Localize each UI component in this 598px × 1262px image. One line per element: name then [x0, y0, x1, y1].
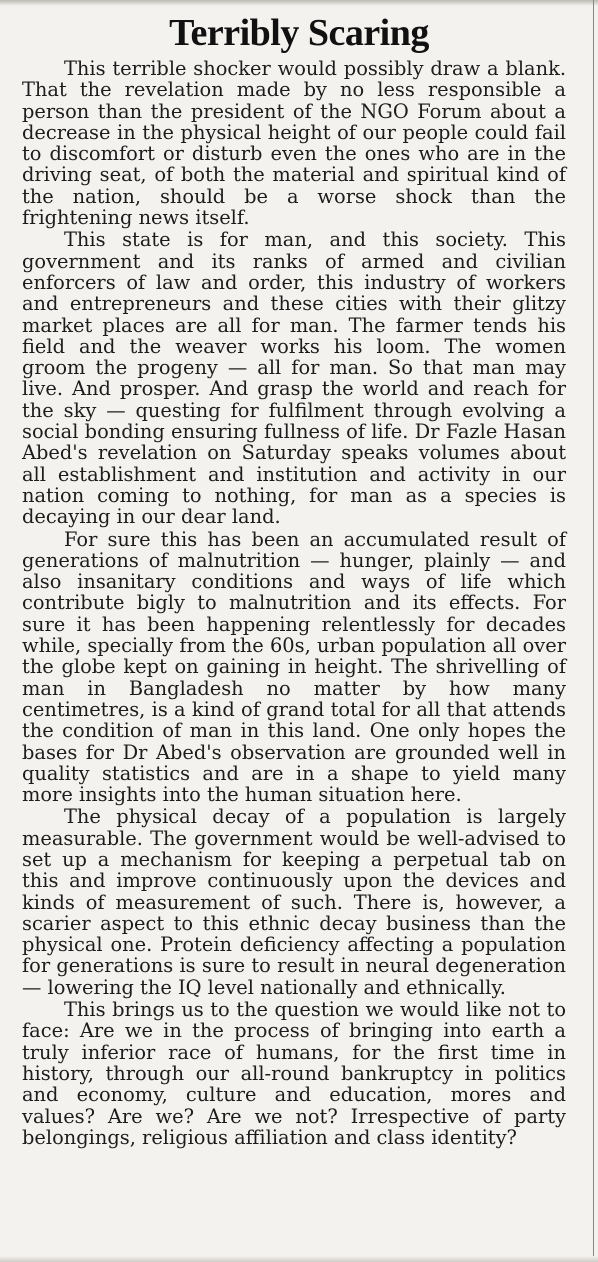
article-paragraph-2: This state is for man, and this society. This government and its ranks of armed and civilian enforcers of law and order, this industry of workers and entrepreneurs and these cities with their glitzy market places are all for man. The farmer tends his field and the weaver works his loom. The women groom the progeny — all for man. So that man may live. And prosper. And grasp the world and reach for the sky — questing for fulfilment through evolving a social bonding ensuring fullness of life. Dr Fazle Hasan Abed's revelation on Saturday speaks volumes about all establishment and institution and activity in our nation coming to nothing, for man as a species is decaying in our dear land.	[22, 228, 566, 529]
clipping-bottom-edge	[0, 1256, 598, 1262]
article-paragraph-5: This brings us to the question we would like not to face: Are we in the process of bringing into earth a truly inferior race of humans, for the first time in history, through our all-round bankruptcy in politics and economy, culture and education, mores and values? Are we? Are we not? Irrespective of party belongings, religious affiliation and class identity?	[22, 998, 566, 1149]
clipping-top-edge	[0, 0, 598, 6]
article-paragraph-4: The physical decay of a population is largely measurable. The government would be well-advised to set up a mechanism for keeping a perpetual tab on this and improve continuously upon the devices and kinds of measurement of such. There is, however, a scarier aspect to this ethnic decay business than the physical one. Protein deficiency affecting a population for generations is sure to result in neural degeneration — lowering the IQ level nationally and ethnically.	[22, 805, 566, 999]
column-rule	[593, 0, 594, 1262]
article-body	[22, 58, 566, 1148]
article-headline: Terribly Scaring	[169, 12, 429, 54]
article-paragraph-3: For sure this has been an accumulated result of generations of malnutrition — hunger, plainly — and also insanitary conditions and ways of life which contribute bigly to malnutrition and its effects. For sure it has been happening relentlessly for decades while, specially from the 60s, urban population all over the globe kept on gaining in height. The shrivelling of man in Bangladesh no matter by how many centimetres, is a kind of grand total for all that attends the condition of man in this land. One only hopes the bases for Dr Abed's observation are grounded well in quality statistics and are in a shape to yield many more insights into the human situation here.	[22, 527, 566, 807]
article-paragraph-1: This terrible shocker would possibly draw a blank. That the revelation made by no less responsible a person than the president of the NGO Forum about a decrease in the physical height of our people could fail to discomfort or disturb even the ones who are in the driving seat, of both the material and spiritual kind of the nation, should be a worse shock than the frightening news itself.	[22, 57, 566, 230]
